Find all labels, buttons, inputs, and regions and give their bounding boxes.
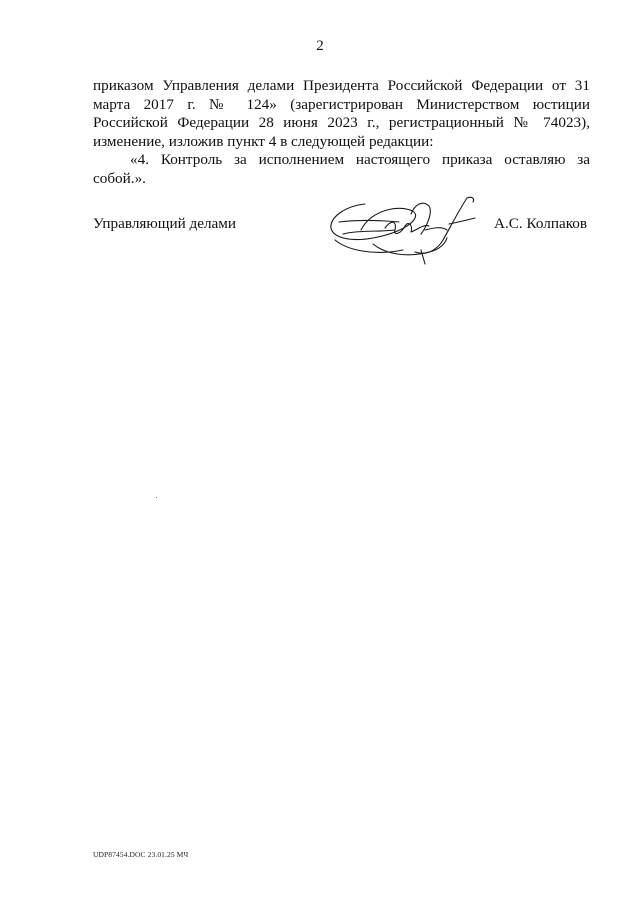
- signatory-title: Управляющий делами: [93, 215, 237, 232]
- scan-speck: [156, 497, 157, 498]
- paragraph-quoted-clause: «4. Контроль за исполнением настоящего приказа оставляю за собой.».: [93, 151, 590, 187]
- page-number: 2: [316, 38, 324, 54]
- paragraph-amendment: приказом Управления делами Президента Российской Федерации от 31 марта 2017 г. № 124» (зарегистрирован Министерством юстиции Российской Федерации 28 июня 2023 г., регистрационный № 74023), изменение, изложив пункт 4 в следующей редакции:: [93, 77, 590, 150]
- signatory-name: А.С. Колпаков: [494, 215, 588, 232]
- document-body: [93, 77, 590, 188]
- footer-file-code: UDP87454.DOC 23.01.25 МЧ: [93, 850, 189, 859]
- handwritten-signature: [325, 190, 490, 265]
